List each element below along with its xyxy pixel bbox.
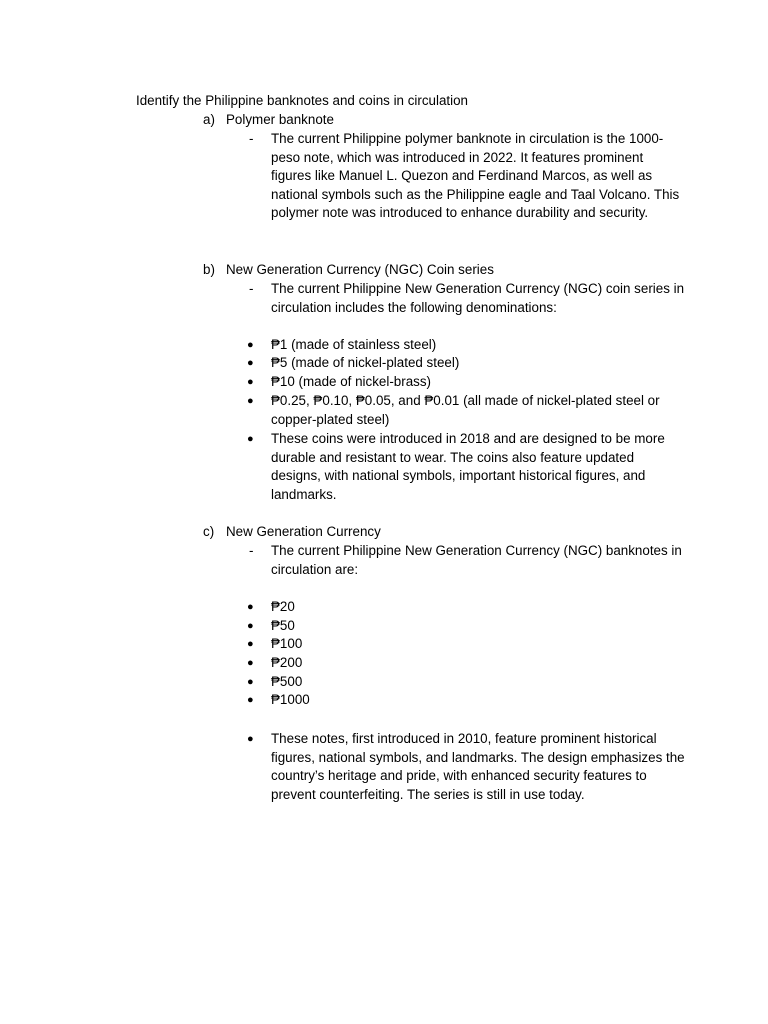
section-a-dash: - — [249, 131, 254, 146]
bullet-dot: ● — [247, 395, 254, 407]
banknote-list-item: ₱1000 — [271, 692, 310, 707]
section-a-title: Polymer banknote — [226, 112, 334, 127]
section-b-description: The current Philippine New Generation Currency (NGC) coin series in circulation includes the following denominations: — [271, 281, 685, 315]
section-a-label — [203, 111, 334, 130]
document-heading: Identify the Philippine banknotes and coins in circulation — [136, 93, 469, 108]
section-b-label — [203, 261, 494, 280]
coin-list-item: ₱5 (made of nickel-plated steel) — [271, 355, 460, 370]
bullet-dot: ● — [247, 638, 254, 650]
bullet-dot: ● — [247, 433, 254, 445]
coin-list-item: These coins were introduced in 2018 and are designed to be more durable and resistant to wear. The coins also feature updated designs, with national symbols, important historical figures, and landmarks. — [271, 431, 665, 502]
section-b-marker: b) — [203, 262, 215, 277]
section-c-title: New Generation Currency — [226, 524, 381, 539]
banknote-list-item: ₱500 — [271, 674, 303, 689]
bullet-dot: ● — [247, 357, 254, 369]
coin-list-item: ₱10 (made of nickel-brass) — [271, 374, 432, 389]
banknote-list-item: ₱200 — [271, 655, 303, 670]
section-c-marker: c) — [203, 524, 215, 539]
section-b-title: New Generation Currency (NGC) Coin series — [226, 262, 494, 277]
bullet-dot: ● — [247, 657, 254, 669]
banknote-list-item: ₱20 — [271, 599, 295, 614]
bullet-dot: ● — [247, 676, 254, 688]
coin-list-item: ₱1 (made of stainless steel) — [271, 337, 437, 352]
section-c-description: The current Philippine New Generation Currency (NGC) banknotes in circulation are: — [271, 543, 682, 577]
section-b-dash: - — [249, 281, 254, 296]
bullet-dot: ● — [247, 339, 254, 351]
coin-list-item: ₱0.25, ₱0.10, ₱0.05, and ₱0.01 (all made of nickel-plated steel or copper-plated steel) — [271, 393, 660, 427]
bullet-dot: ● — [247, 376, 254, 388]
bullet-dot: ● — [247, 620, 254, 632]
section-c-dash: - — [249, 543, 254, 558]
banknote-list-item: ₱50 — [271, 618, 295, 633]
bullet-dot: ● — [247, 601, 254, 613]
section-c-label — [203, 523, 381, 542]
banknote-list-item: ₱100 — [271, 636, 303, 651]
bullet-dot: ● — [247, 694, 254, 706]
banknote-note: These notes, first introduced in 2010, feature prominent historical figures, national symbols, and landmarks. The design emphasizes the country’s heritage and pride, with enhanced security features to prevent counterfeiting. The series is still in use today. — [271, 731, 685, 802]
section-a-description: The current Philippine polymer banknote in circulation is the 1000-peso note, which was introduced in 2022. It features prominent figures like Manuel L. Quezon and Ferdinand Marcos, as well as national symbols such as the Philippine eagle and Taal Volcano. This polymer note was introduced to enhance durability and security. — [271, 131, 680, 221]
bullet-dot: ● — [247, 733, 254, 745]
section-a-marker: a) — [203, 112, 215, 127]
